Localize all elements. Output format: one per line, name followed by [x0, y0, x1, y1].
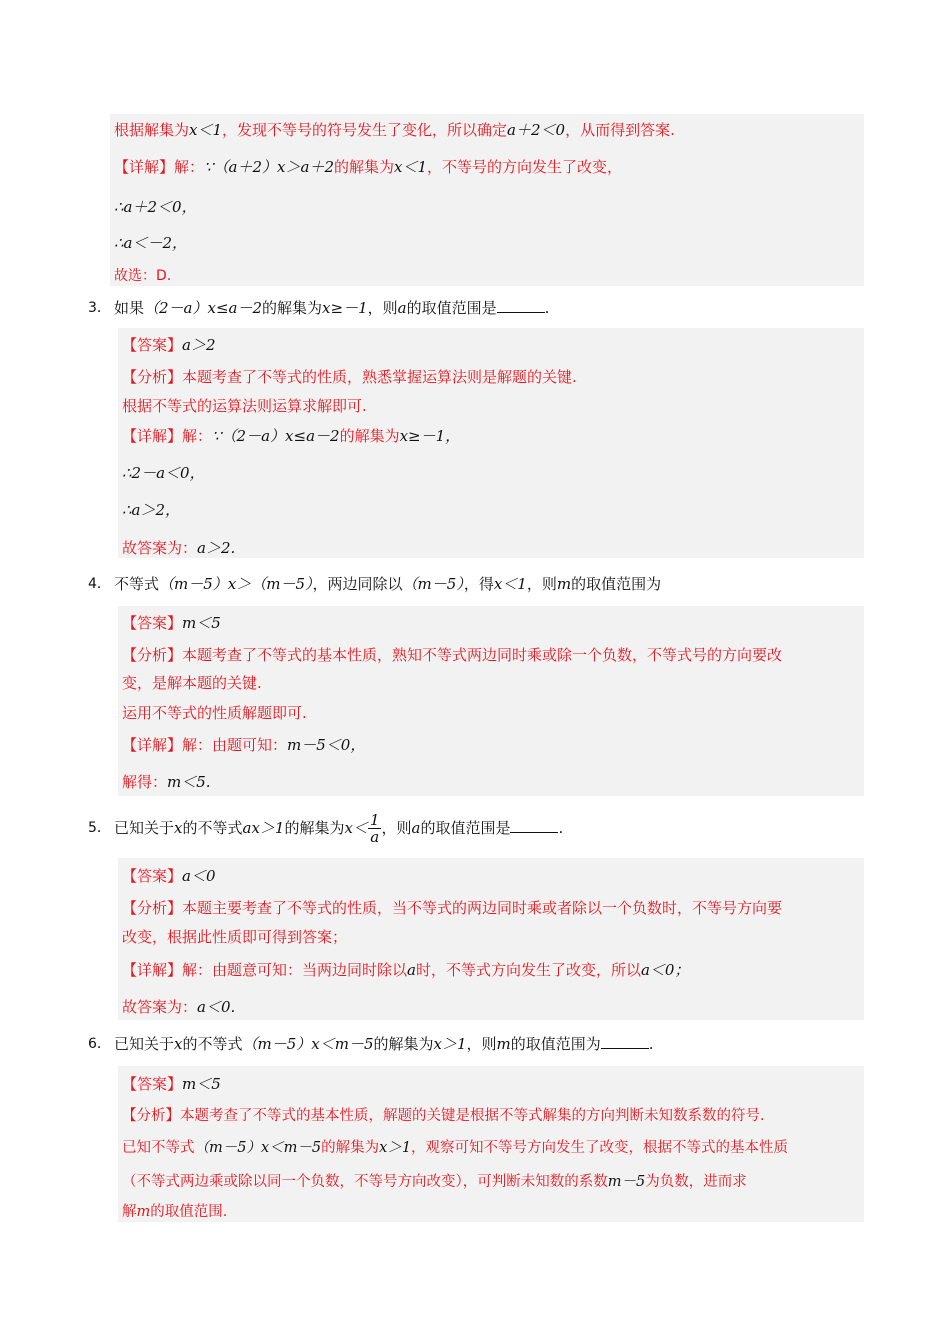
math: a [411, 819, 421, 837]
text: 本题主要考查了不等式的性质，当不等式的两边同时乘或者除以一个负数时，不等号方向要 [182, 899, 783, 917]
text: 时，不等式方向发生了改变，所以 [415, 961, 641, 979]
text: 的取值范围为 [510, 1035, 601, 1053]
prev-choice: 故选：D. [114, 268, 172, 284]
math: （2－a）x≤a－2 [144, 299, 263, 317]
text: . [544, 299, 550, 317]
math: （m－5）x＜m－5 [242, 1035, 374, 1053]
text: ，两边同除以 [312, 575, 403, 593]
q3-final-line [122, 538, 235, 558]
answer-label: 【答案】 [122, 614, 183, 632]
text: 的取值范围是 [420, 819, 511, 837]
text: 根据解集为 [114, 121, 190, 139]
math: （m－5） [402, 575, 464, 593]
math: （m－5）x＜m－5 [194, 1140, 322, 1156]
math: x [174, 1035, 183, 1053]
text: 的解集为 [284, 819, 345, 837]
math: x≥－1 [322, 299, 368, 317]
detail-label: 【详解】解：由题可知： [122, 736, 288, 754]
fraction [368, 812, 382, 845]
q3-step2: ∴a＞2， [122, 501, 181, 519]
text: 的不等式 [182, 819, 243, 837]
detail-label: 【详解】解： [122, 427, 213, 445]
prev-analysis-line [114, 120, 675, 140]
detail-label: 【详解】解：由题意可知：当两边同时除以 [122, 961, 408, 979]
math: m－5 [607, 1174, 646, 1190]
text: . [648, 1035, 654, 1053]
math: m＜5. [167, 773, 211, 791]
math: x＜1 [394, 158, 428, 176]
analysis-label: 【分析】 [122, 368, 183, 386]
text: 故答案为： [122, 998, 198, 1016]
text: 故答案为： [122, 539, 198, 557]
text: ，不等号的方向发生了改变， [427, 158, 623, 176]
detail-label: 【详解】解： [114, 158, 205, 176]
answer-blank[interactable] [510, 818, 558, 833]
text: 的解集为 [334, 158, 395, 176]
text: 的取值范围为 [571, 575, 662, 593]
math: ax＞1 [242, 819, 285, 837]
text: 如果 [114, 299, 145, 317]
answer-label: 【答案】 [122, 336, 183, 354]
text: ，则 [381, 819, 412, 837]
q5-analysis-line [122, 898, 782, 918]
q6-stem [114, 1034, 654, 1054]
q5-detail-line [122, 960, 689, 980]
math: a＜0. [197, 998, 236, 1016]
q4-analysis-line [122, 645, 782, 665]
q5-stem [114, 808, 563, 848]
q3-step1: ∴2－a＜0， [122, 464, 205, 482]
text: 的解集为 [339, 427, 400, 445]
math: a [407, 961, 416, 979]
text: ，观察可知不等号方向发生了改变，根据不等式的基本性质 [411, 1140, 789, 1156]
math: m [496, 1035, 511, 1053]
prev-step1: ∴a＋2＜0， [114, 198, 197, 216]
analysis-label: 【分析】 [122, 1108, 180, 1124]
text: 不等式 [114, 575, 160, 593]
text: 本题考查了不等式的基本性质，熟知不等式两边同时乘或除一个负数，不等式号的方向要改 [182, 646, 783, 664]
q4-analysis-cont: 变，是解本题的关键. [122, 674, 262, 692]
math: a＋2＜0 [507, 121, 566, 139]
text: 为负数，进而求 [645, 1174, 747, 1190]
answer-value: a＞2 [182, 336, 216, 354]
q4-stem [114, 574, 661, 594]
answer-label: 【答案】 [122, 867, 183, 885]
math: x＞1 [379, 1140, 412, 1156]
math: m－5＜0， [287, 736, 366, 754]
math: x＞1 [433, 1035, 467, 1053]
q3-analysis-line [122, 367, 577, 387]
q4-solution-box [118, 606, 864, 796]
q3-stem [114, 298, 549, 318]
text: ，则 [367, 299, 398, 317]
q3-analysis-line2: 根据不等式的运算法则运算求解即可. [122, 397, 367, 415]
q6-analysis-line [122, 1106, 765, 1126]
math: a [397, 299, 407, 317]
analysis-label: 【分析】 [122, 646, 183, 664]
q5-analysis-cont: 改变，根据此性质即可得到答案； [122, 928, 348, 946]
math: x＜1 [493, 575, 527, 593]
q6-analysis-line2 [122, 1138, 788, 1158]
text: ，则 [466, 1035, 497, 1053]
q5-answer-line [122, 866, 216, 886]
q3-number: 3． [88, 300, 111, 316]
q4-answer-line [122, 613, 221, 633]
text: 的解集为 [262, 299, 323, 317]
q4-analysis-line2: 运用不等式的性质解题即可. [122, 704, 307, 722]
q3-detail-line [122, 426, 460, 446]
q6-answer-line [122, 1074, 221, 1094]
answer-value: a＜0 [182, 867, 216, 885]
text: . [558, 819, 564, 837]
fraction-numerator: 1 [369, 811, 380, 829]
prev-step2: ∴a＜－2， [114, 234, 188, 252]
answer-blank[interactable] [601, 1034, 649, 1049]
q4-final-line [122, 772, 211, 792]
text: ，则 [526, 575, 557, 593]
math: m [136, 1204, 151, 1220]
q5-final-line [122, 997, 235, 1017]
answer-value: m＜5 [182, 614, 221, 632]
q6-analysis-line3 [122, 1172, 747, 1192]
q3-answer-line [122, 335, 216, 355]
text: 的不等式 [182, 1035, 243, 1053]
analysis-label: 【分析】 [122, 899, 183, 917]
q5-number: 5． [88, 820, 111, 836]
fraction-denominator: a [370, 828, 380, 846]
text: 的取值范围是 [406, 299, 497, 317]
math: m [556, 575, 572, 593]
math: x≥－1， [399, 427, 461, 445]
prev-detail-line [114, 157, 622, 177]
math: x＜ [344, 819, 368, 837]
text: 已知不等式 [122, 1140, 195, 1156]
text: 解 [122, 1204, 137, 1220]
answer-value: m＜5 [182, 1075, 221, 1093]
math: ∵（a＋2）x＞a＋2 [204, 158, 334, 176]
math: （m－5）x＞（m－5） [159, 575, 313, 593]
q6-analysis-line4 [122, 1202, 227, 1222]
math: ∵（2－a）x≤a－2 [212, 427, 340, 445]
text: 解得： [122, 773, 168, 791]
q6-number: 6． [88, 1036, 111, 1052]
text: 的解集为 [373, 1035, 434, 1053]
q4-detail-line [122, 735, 365, 755]
text: 本题考查了不等式的基本性质，解题的关键是根据不等式解集的方向判断未知数系数的符号. [180, 1108, 765, 1124]
text: ，从而得到答案. [565, 121, 675, 139]
text: 已知关于 [114, 819, 175, 837]
math: x [174, 819, 183, 837]
text: 已知关于 [114, 1035, 175, 1053]
math: a＞2. [197, 539, 236, 557]
text: 本题考查了不等式的性质，熟悉掌握运算法则是解题的关键. [182, 368, 577, 386]
text: 的解集为 [321, 1140, 380, 1156]
text: 的取值范围. [150, 1204, 228, 1220]
text: ，发现不等号的符号发生了变化，所以确定 [222, 121, 508, 139]
q4-number: 4． [88, 576, 111, 592]
answer-label: 【答案】 [122, 1075, 183, 1093]
text: （不等式两边乘或除以同一个负数，不等号方向改变），可判断未知数的系数 [122, 1174, 608, 1190]
math: a＜0； [640, 961, 690, 979]
text: ，得 [463, 575, 494, 593]
math: x＜1 [189, 121, 223, 139]
answer-blank[interactable] [497, 298, 545, 313]
